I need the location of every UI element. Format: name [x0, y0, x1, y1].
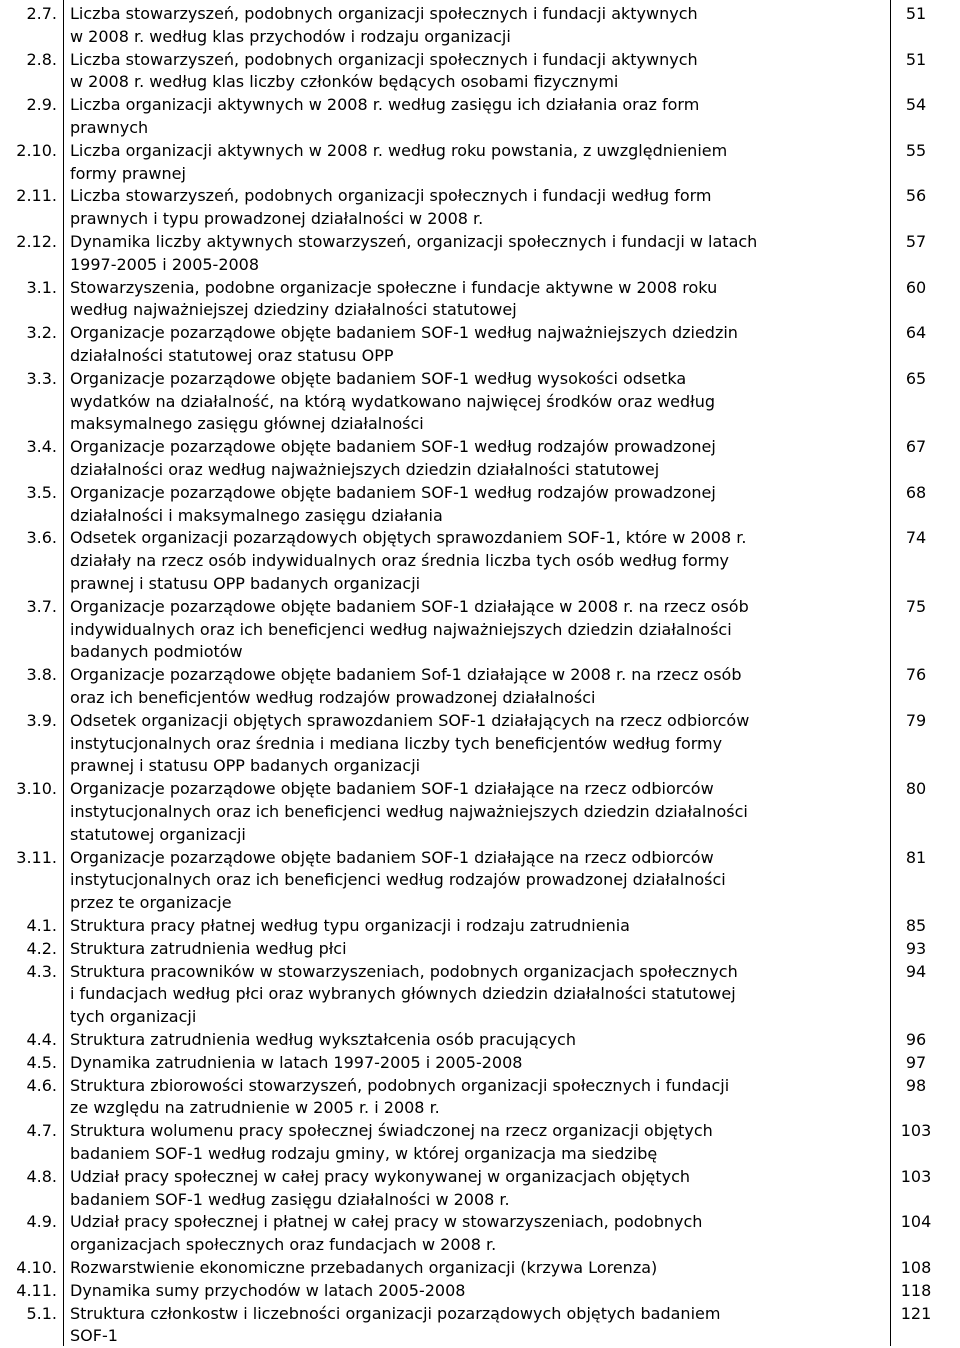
entry-title: [70, 1211, 882, 1257]
entry-title-line: Odsetek organizacji pozarządowych objętych sprawozdaniem SOF-1, które w 2008 r.: [70, 528, 747, 548]
entry-title-line: statutowej organizacji: [70, 824, 246, 844]
entry-title-line: prawnej i statusu OPP badanych organizacji: [70, 756, 421, 776]
entry-title-line: Udział pracy społecznej w całej pracy wykonywanej w organizacjach objętych: [70, 1166, 691, 1186]
entry-title-line: maksymalnego zasięgu głównej działalności: [70, 414, 424, 434]
entry-number: 4.2.: [26, 938, 57, 958]
entry-page-number: 108: [900, 1258, 932, 1277]
entry-number: 3.10.: [16, 779, 57, 799]
entry-title-line: prawnej i statusu OPP badanych organizacji: [70, 573, 421, 593]
entry-title-line: według najważniejszej dziedziny działalności statutowej: [70, 300, 517, 320]
entry-page-number: 56: [905, 186, 927, 206]
entry-number: 2.12.: [16, 232, 57, 251]
entry-title: [70, 1280, 882, 1303]
entry-number: 2.10.: [16, 140, 57, 160]
entry-page-number: 81: [905, 847, 927, 867]
entry-number: 3.1.: [26, 277, 57, 297]
entry-title-line: badaniem SOF-1 według zasięgu działalności w 2008 r.: [70, 1189, 510, 1209]
entry-title-line: badaniem SOF-1 według rodzaju gminy, w której organizacja ma siedzibę: [70, 1143, 658, 1163]
entry-title-line: wydatków na działalność, na którą wydatkowano najwięcej środków oraz według: [70, 391, 716, 411]
entry-title-line: Liczba organizacji aktywnych w 2008 r. według zasięgu ich działania oraz form: [70, 95, 700, 115]
entry-title: [70, 1303, 882, 1348]
entry-title: [70, 3, 882, 49]
entry-title: [70, 185, 882, 231]
entry-title-line: Organizacje pozarządowe objęte badaniem SOF-1 działające na rzecz odbiorców: [70, 847, 714, 867]
entry-page-number: 98: [905, 1075, 927, 1095]
entry-number: 4.1.: [26, 916, 57, 935]
entry-title: [70, 847, 882, 915]
entry-title-line: Dynamika liczby aktywnych stowarzyszeń, organizacji społecznych i fundacji w latach: [70, 232, 758, 251]
entry-title: [70, 277, 882, 323]
entry-title-line: prawnych: [70, 117, 149, 137]
entry-number: 2.9.: [26, 95, 57, 115]
entry-title-line: Organizacje pozarządowe objęte badaniem SOF-1 według wysokości odsetka: [70, 368, 687, 388]
entry-title-line: w 2008 r. według klas liczby członków będących osobami fizycznymi: [70, 72, 619, 92]
entry-title-line: instytucjonalnych oraz ich beneficjenci według najważniejszych dziedzin działalności: [70, 801, 748, 821]
entry-number: 3.8.: [26, 665, 57, 685]
entry-page-number: 97: [905, 1052, 927, 1072]
entry-number: 4.4.: [26, 1030, 57, 1049]
entry-title-line: Stowarzyszenia, podobne organizacje społeczne i fundacje aktywne w 2008 roku: [70, 277, 718, 297]
entry-page-number: 80: [905, 779, 927, 799]
entry-page-number: 104: [900, 1212, 932, 1232]
entry-number: 3.11.: [16, 847, 57, 867]
column-divider-left: [63, 0, 64, 1346]
entry-title: [70, 140, 882, 186]
entry-page-number: 67: [905, 437, 927, 457]
entry-title-line: Dynamika sumy przychodów w latach 2005-2008: [70, 1280, 466, 1300]
entry-title-line: Struktura zatrudnienia według płci: [70, 938, 347, 958]
entry-page-number: 79: [905, 710, 927, 730]
entry-title: [70, 231, 882, 277]
entry-number: 4.6.: [26, 1075, 57, 1095]
entry-title-line: Liczba stowarzyszeń, podobnych organizacji społecznych i fundacji aktywnych: [70, 4, 698, 23]
entry-number: 4.9.: [26, 1212, 57, 1232]
entry-page-number: 68: [905, 482, 927, 502]
entry-title: [70, 1075, 882, 1121]
entry-title-line: indywidualnych oraz ich beneficjenci według najważniejszych dziedzin działalności: [70, 619, 732, 639]
entry-title-line: Rozwarstwienie ekonomiczne przebadanych organizacji (krzywa Lorenza): [70, 1258, 658, 1277]
entry-number: 4.8.: [26, 1166, 57, 1186]
entry-page-number: 76: [905, 665, 927, 685]
entry-title-line: oraz ich beneficjentów według rodzajów prowadzonej działalności: [70, 687, 596, 707]
entry-page-number: 85: [905, 916, 927, 935]
entry-title: [70, 664, 882, 710]
entry-page-number: 118: [900, 1280, 932, 1300]
entry-title-line: Organizacje pozarządowe objęte badaniem SOF-1 działające w 2008 r. na rzecz osób: [70, 596, 749, 616]
entry-title-line: instytucjonalnych oraz średnia i mediana liczby tych beneficjentów według formy: [70, 733, 723, 753]
entry-title-line: Struktura zbiorowości stowarzyszeń, podobnych organizacji społecznych i fundacji: [70, 1075, 730, 1095]
entry-title-line: SOF-1: [70, 1326, 118, 1346]
entry-page-number: 96: [905, 1030, 927, 1049]
entry-title-line: organizacjach społecznych oraz fundacjach w 2008 r.: [70, 1235, 497, 1255]
entry-page-number: 64: [905, 323, 927, 343]
entry-number: 3.6.: [26, 528, 57, 548]
entry-title: [70, 596, 882, 664]
entry-title: [70, 1257, 882, 1280]
entry-number: 5.1.: [26, 1303, 57, 1323]
entry-title: [70, 710, 882, 778]
entry-number: 3.9.: [26, 710, 57, 730]
column-divider-right: [890, 0, 891, 1346]
entry-number: 4.5.: [26, 1052, 57, 1072]
entry-number: 3.5.: [26, 482, 57, 502]
entry-title-line: działały na rzecz osób indywidualnych oraz średnia liczba tych osób według formy: [70, 551, 730, 571]
entry-title: [70, 1029, 882, 1052]
entry-title-line: Liczba organizacji aktywnych w 2008 r. według roku powstania, z uwzględnieniem: [70, 140, 728, 160]
entry-title-line: Organizacje pozarządowe objęte badaniem SOF-1 według rodzajów prowadzonej: [70, 437, 716, 457]
entry-title: [70, 1166, 882, 1212]
entry-number: 4.11.: [16, 1280, 57, 1300]
entry-title-line: formy prawnej: [70, 163, 186, 183]
entry-page-number: 121: [900, 1303, 932, 1323]
entry-title-line: działalności oraz według najważniejszych dziedzin działalności statutowej: [70, 459, 660, 479]
entry-page-number: 57: [905, 232, 927, 251]
entry-title-line: Odsetek organizacji objętych sprawozdaniem SOF-1 działających na rzecz odbiorców: [70, 710, 750, 730]
entry-title-line: Organizacje pozarządowe objęte badaniem SOF-1 według najważniejszych dziedzin: [70, 323, 738, 343]
entry-title: [70, 322, 882, 368]
entry-page-number: 103: [900, 1166, 932, 1186]
entry-page-number: 55: [905, 140, 927, 160]
entry-page-number: 74: [905, 528, 927, 548]
entry-title-line: Liczba stowarzyszeń, podobnych organizacji społecznych i fundacji aktywnych: [70, 49, 698, 69]
entry-page-number: 65: [905, 368, 927, 388]
entry-title-line: Organizacje pozarządowe objęte badaniem Sof-1 działające w 2008 r. na rzecz osób: [70, 665, 742, 685]
entry-title-line: Liczba stowarzyszeń, podobnych organizacji społecznych i fundacji według form: [70, 186, 712, 206]
entry-title: [70, 778, 882, 846]
entry-number: 4.3.: [26, 961, 57, 981]
entry-page-number: 51: [905, 49, 927, 69]
entry-number: 2.8.: [26, 49, 57, 69]
entry-title-line: prawnych i typu prowadzonej działalności w 2008 r.: [70, 209, 484, 229]
entry-title: [70, 527, 882, 595]
entry-title: [70, 938, 882, 961]
entry-number: 3.2.: [26, 323, 57, 343]
entry-page-number: 93: [905, 938, 927, 958]
entry-number: 2.11.: [16, 186, 57, 206]
entry-page-number: 103: [900, 1121, 932, 1141]
entry-title-line: Struktura członkostw i liczebności organizacji pozarządowych objętych badaniem: [70, 1303, 721, 1323]
entry-title-line: badanych podmiotów: [70, 642, 243, 662]
entry-page-number: 51: [905, 4, 927, 23]
entry-title: [70, 1120, 882, 1166]
entry-title-line: ze względu na zatrudnienie w 2005 r. i 2008 r.: [70, 1098, 440, 1118]
entry-title-line: tych organizacji: [70, 1007, 197, 1027]
entry-title-line: działalności i maksymalnego zasięgu działania: [70, 505, 443, 525]
entry-title: [70, 368, 882, 436]
entry-number: 3.4.: [26, 437, 57, 457]
entry-title: [70, 436, 882, 482]
entry-title-line: Struktura zatrudnienia według wykształcenia osób pracujących: [70, 1030, 576, 1049]
entry-title-line: działalności statutowej oraz statusu OPP: [70, 345, 394, 365]
entry-title-line: przez te organizacje: [70, 893, 232, 913]
entry-title-line: Struktura pracowników w stowarzyszeniach, podobnych organizacjach społecznych: [70, 961, 738, 981]
entry-title-line: i fundacjach według płci oraz wybranych głównych dziedzin działalności statutowej: [70, 984, 736, 1004]
entry-page-number: 75: [905, 596, 927, 616]
entry-title-line: Organizacje pozarządowe objęte badaniem SOF-1 według rodzajów prowadzonej: [70, 482, 716, 502]
entry-title: [70, 1052, 882, 1075]
entry-title: [70, 915, 882, 938]
entry-title-line: instytucjonalnych oraz ich beneficjenci według rodzajów prowadzonej działalności: [70, 870, 726, 890]
entry-page-number: 54: [905, 95, 927, 115]
entry-title-line: Dynamika zatrudnienia w latach 1997-2005 i 2005-2008: [70, 1052, 523, 1072]
entry-title: [70, 482, 882, 528]
entry-title-line: Struktura wolumenu pracy społecznej świadczonej na rzecz organizacji objętych: [70, 1121, 713, 1141]
entry-title-line: Struktura pracy płatnej według typu organizacji i rodzaju zatrudnienia: [70, 916, 630, 935]
entry-title: [70, 961, 882, 1029]
entry-title: [70, 94, 882, 140]
entry-title-line: 1997-2005 i 2005-2008: [70, 254, 260, 274]
entry-number: 3.3.: [26, 368, 57, 388]
entry-number: 2.7.: [26, 4, 57, 23]
entry-number: 4.7.: [26, 1121, 57, 1141]
entry-title-line: Organizacje pozarządowe objęte badaniem SOF-1 działające na rzecz odbiorców: [70, 779, 714, 799]
entry-number: 3.7.: [26, 596, 57, 616]
entry-title-line: Udział pracy społecznej i płatnej w całej pracy w stowarzyszeniach, podobnych: [70, 1212, 703, 1232]
entry-page-number: 60: [905, 277, 927, 297]
entry-title: [70, 49, 882, 95]
entry-number: 4.10.: [16, 1258, 57, 1277]
entry-title-line: w 2008 r. według klas przychodów i rodzaju organizacji: [70, 26, 511, 46]
entry-page-number: 94: [905, 961, 927, 981]
